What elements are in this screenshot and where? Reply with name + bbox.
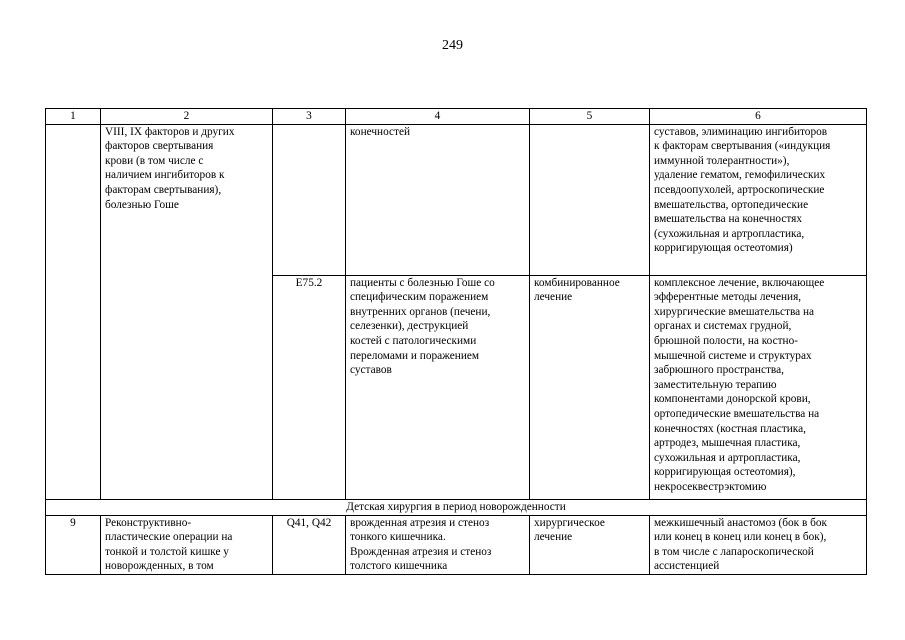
header-col-6: 6 — [650, 109, 867, 125]
medical-care-table — [45, 108, 867, 575]
group-name: VIII, IX факторов и других факторов свертывания крови (в том числе с наличием ингибиторов к факторам свертывания), болезнью Гоше — [105, 125, 235, 211]
treatment-method: межкишечный анастомоз (бок в бок или конец в конец или конец в бок), в том числе с лапароскопической ассистенцией — [654, 516, 828, 573]
section-title-row — [46, 499, 867, 515]
icd-code: E75.2 — [295, 276, 323, 289]
treatment-type: хирургическое лечение — [534, 516, 605, 544]
section-title: Детская хирургия в период новорожденности — [46, 499, 867, 515]
table-row — [46, 515, 867, 574]
treatment-type: комбинированное лечение — [534, 276, 620, 304]
table-row — [46, 124, 867, 275]
treatment-type-cell — [530, 124, 650, 275]
patient-model: пациенты с болезнью Гоше со специфическим поражением внутренних органов (печени, селезенки), деструкцией костей с патологическими переломами и поражением суставов — [350, 276, 495, 377]
row-number-cell — [46, 124, 101, 499]
icd-code: Q41, Q42 — [286, 516, 332, 529]
icd-code-cell — [273, 515, 346, 574]
header-col-1: 1 — [46, 109, 101, 125]
header-col-5: 5 — [530, 109, 650, 125]
header-col-4: 4 — [346, 109, 530, 125]
page-number: 249 — [442, 38, 463, 53]
group-name-cell — [101, 515, 273, 574]
patient-model-cell — [346, 275, 530, 499]
patient-model: врожденная атрезия и стеноз тонкого кишечника. Врожденная атрезия и стеноз толстого кишечника — [350, 516, 492, 573]
row-number-cell — [46, 515, 101, 574]
row-number: 9 — [70, 516, 76, 529]
header-col-3: 3 — [273, 109, 346, 125]
group-name-cell — [101, 124, 273, 499]
treatment-type-cell — [530, 275, 650, 499]
treatment-method: комплексное лечение, включающее эфферентные методы лечения, хирургические вмешательства на органах и системах грудной, брюшной полости, на костно- мышечной системе и структурах забрюшного пространства, заместительную терапию компонентами донорской крови, ортопедические вмешательства на конечностях (костная пластика, артродез, мышечная пластика, сухожильная и артропластика, корригирующая остеотомия), некросеквестрэктомию — [654, 276, 825, 493]
patient-model-cell — [346, 515, 530, 574]
group-name: Реконструктивно- пластические операции на тонкой и толстой кишке у новорожденных, в том — [105, 516, 233, 573]
header-col-2: 2 — [101, 109, 273, 125]
patient-model: конечностей — [350, 125, 411, 138]
treatment-method: суставов, элиминацию ингибиторов к факторам свертывания («индукция иммунной толерантности»), удаление гематом, гемофилических псевдоопухолей, артроскопические вмешательства, ортопедические вмешательства на конечностях (сухожильная и артропластика, корригирующая остеотомия) — [654, 125, 831, 255]
treatment-type-cell — [530, 515, 650, 574]
treatment-method-cell — [650, 124, 867, 275]
treatment-method-cell — [650, 515, 867, 574]
icd-code-cell — [273, 275, 346, 499]
icd-code-cell — [273, 124, 346, 275]
treatment-method-cell — [650, 275, 867, 499]
table-header-row — [46, 109, 867, 125]
patient-model-cell — [346, 124, 530, 275]
